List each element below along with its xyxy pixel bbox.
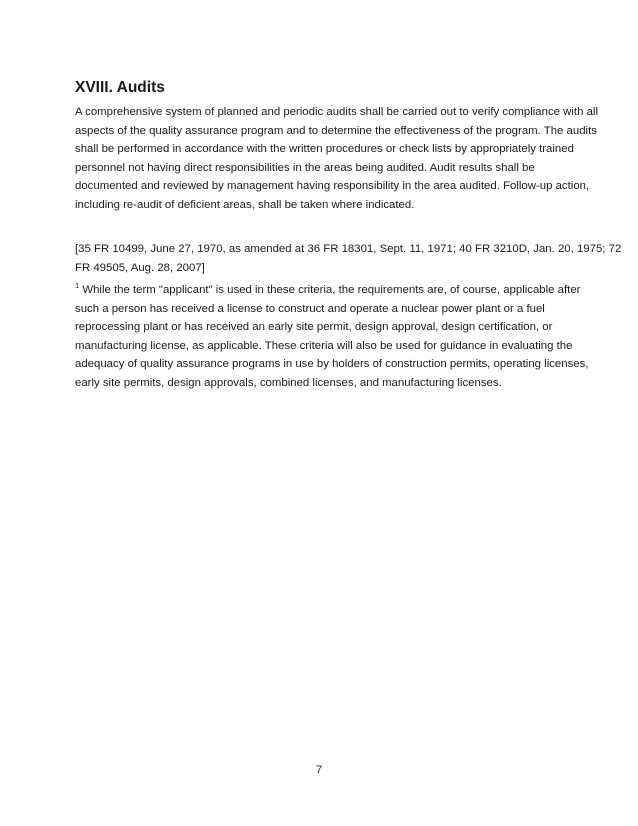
section-heading: XVIII. Audits: [75, 79, 165, 96]
footnote-paragraph: [75, 281, 589, 393]
citation-line: FR 49505, Aug. 28, 2007]: [75, 261, 205, 274]
paragraph-line: shall be performed in accordance with the written procedures or check lists by appropriately trained: [75, 143, 574, 156]
page-number: 7: [315, 764, 323, 776]
footnote-first-line: [75, 281, 581, 300]
paragraph-line: personnel not having direct responsibilities in the areas being audited. Audit results shall be: [75, 161, 535, 174]
paragraph-line: A comprehensive system of planned and periodic audits shall be carried out to verify compliance with all: [75, 106, 598, 118]
citation-line: [35 FR 10499, June 27, 1970, as amended at 36 FR 18301, Sept. 11, 1971; 40 FR 3210D, Jan. 20, 1975; 72: [75, 243, 622, 255]
footnote-line: such a person has received a license to construct and operate a nuclear power plant or a fuel: [75, 302, 545, 315]
footnote-line: reprocessing plant or has received an early site permit, design approval, design certification, or: [75, 321, 553, 334]
paragraph-line: documented and reviewed by management having responsibility in the area audited. Follow-up action,: [75, 180, 590, 193]
paragraph-line: including re-audit of deficient areas, shall be taken where indicated.: [75, 198, 415, 211]
citation-paragraph: [75, 240, 622, 277]
paragraph-line: aspects of the quality assurance program and to determine the effectiveness of the program. The audits: [75, 124, 597, 137]
footnote-line: adequacy of quality assurance programs in use by holders of construction permits, operating licenses,: [75, 358, 589, 371]
footnote-line: early site permits, design approvals, combined licenses, and manufacturing licenses.: [75, 376, 502, 389]
audits-paragraph: [75, 103, 598, 215]
footnote-text: While the term "applicant" is used in these criteria, the requirements are, of course, applicable after: [79, 284, 581, 296]
footnote-line: manufacturing license, as applicable. These criteria will also be used for guidance in evaluating the: [75, 339, 573, 352]
footnote-marker: 1: [75, 281, 80, 290]
